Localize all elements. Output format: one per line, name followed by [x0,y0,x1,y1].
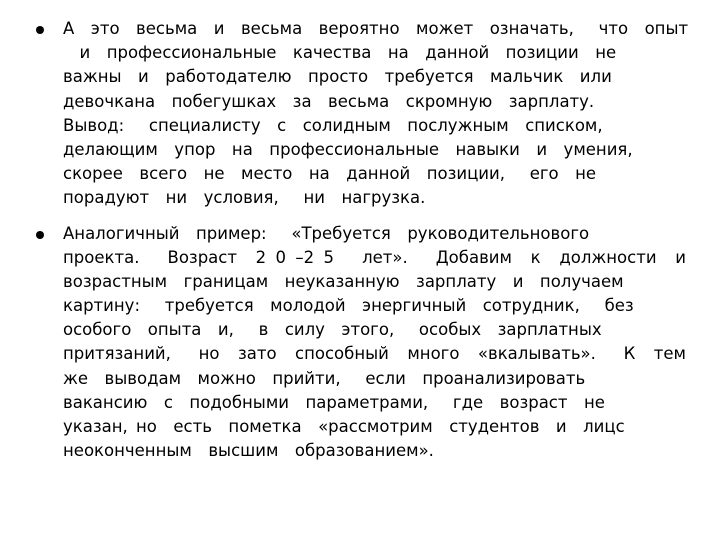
bullet-dot-icon [36,26,44,34]
text-line: же выводам можно прийти, если проанализировать [63,368,586,388]
text-line: и профессиональные качества на данной позиции не [63,43,617,63]
text-line: Вывод: специалисту с солидным послужным списком, [63,115,603,135]
text-line: девочкана побегушках за весьма скромную зарплату. [63,91,595,111]
text-line: особого опыта и, в силу этого, особых зарплатных [63,320,602,340]
text-line: важны и работодателю просто требуется мальчик или [63,67,612,87]
text-line: неоконченным высшим образованием». [63,441,434,461]
text-line: вакансию с подобными параметрами, где возраст не [63,392,605,412]
text-line: возрастным границам неуказанную зарплату и получаем [63,271,624,291]
bullet-item-2 [36,222,686,464]
text-line: проекта. Возраст 2 0 –2 5 лет». Добавим к должности и [63,247,686,267]
text-line: делающим упор на профессиональные навыки и умения, [63,139,633,159]
bullet-item-1 [36,17,689,211]
text-line: притязаний, но зато способный много «вкалывать». К тем [63,344,686,364]
bullet-dot-icon [36,231,44,239]
text-line: порадуют ни условия, ни нагрузка. [63,188,426,208]
text-line: картину: требуется молодой энергичный сотрудник, без [63,296,634,316]
bullet-list [36,17,689,474]
text-line: указан, но есть пометка «рассмотрим студентов и лицс [63,417,625,436]
text-line: Аналогичный пример: «Требуется руководительнового [63,223,590,243]
text-line: скорее всего не место на данной позиции, его не [63,164,597,184]
text-line: А это весьма и весьма вероятно может означать, что опыт [63,19,689,38]
